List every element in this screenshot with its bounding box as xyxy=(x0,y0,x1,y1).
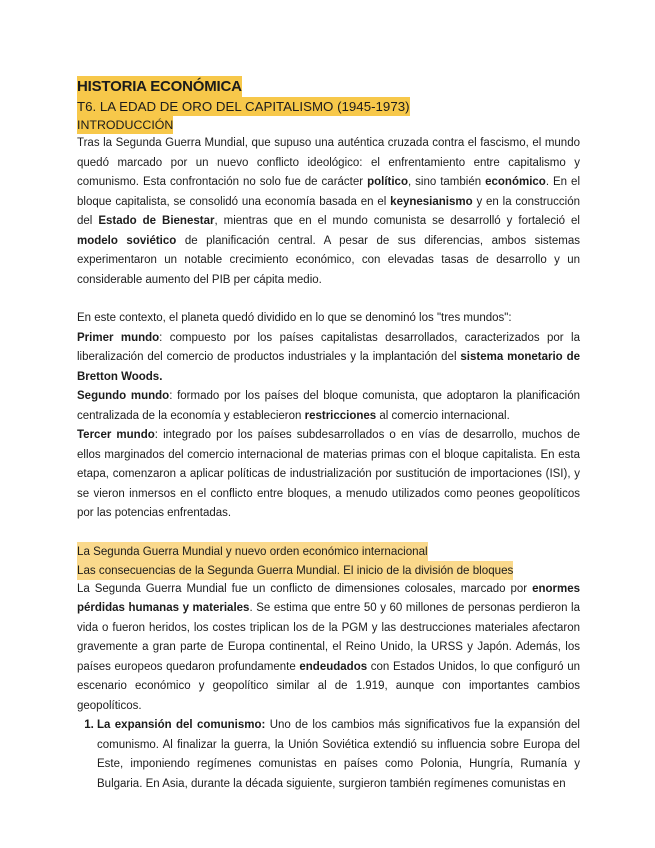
first-world-paragraph: Primer mundo: compuesto por los países capitalistas desarrollados, caracterizados por la liberalización del comercio de productos industriales y la implantación del sistema monetario de Bretton Woods. xyxy=(77,331,580,383)
intro-heading: INTRODUCCIÓN xyxy=(77,118,174,132)
intro-heading-line xyxy=(77,116,580,134)
subsection-heading: Las consecuencias de la Segunda Guerra Mundial. El inicio de la división de bloques xyxy=(77,561,513,580)
intro-paragraph: Tras la Segunda Guerra Mundial, que supuso una auténtica cruzada contra el fascismo, el mundo quedó marcado por un nuevo conflicto ideológico: el enfrentamiento entre capitalismo y comunismo. Esta confrontación no solo fue de carácter político, sino también económico. En el bloque capitalista, se consolidó una economía basada en el keynesianismo y en la construcción del Estado de Bienestar, mientras que en el mundo comunista se desarrolló y fortaleció el modelo soviético de planificación central. A pesar de sus diferencias, ambos sistemas experimentaron un notable crecimiento económico, con elevadas tasas de desarrollo y un considerable aumento del PIB per cápita medio. xyxy=(77,137,580,286)
third-world-paragraph: Tercer mundo: integrado por los países subdesarrollados o en vías de desarrollo, muchos de ellos marginados del comercio internacional de materias primas con el bloque capitalista. En esta etapa, comenzaron a aplicar políticas de industrialización por sustitución de importaciones (ISI), y se vieron inmersos en el conflicto entre bloques, a menudo utilizados como peones geopolíticos por las potencias enfrentadas. xyxy=(77,429,580,519)
section-heading: La Segunda Guerra Mundial y nuevo orden económico internacional xyxy=(77,542,428,561)
second-world-paragraph: Segundo mundo: formado por los países del bloque comunista, que adoptaron la planificación centralizada de la economía y establecieron restricciones al comercio internacional. xyxy=(77,390,580,422)
spacer xyxy=(77,290,580,309)
title-line xyxy=(77,76,580,97)
chapter-heading: T6. LA EDAD DE ORO DEL CAPITALISMO (1945-1973) xyxy=(77,99,410,114)
consequences-list xyxy=(77,716,580,794)
subsection-heading-line xyxy=(77,561,580,580)
worlds-intro-paragraph: En este contexto, el planeta quedó dividido en lo que se denominó los "tres mundos": xyxy=(77,312,512,324)
ww2-paragraph: La Segunda Guerra Mundial fue un conflicto de dimensiones colosales, marcado por enormes pérdidas humanas y materiales. Se estima que entre 50 y 60 millones de personas perdieron la vida o fueron heridos, los costes triplican los de la PGM y las destrucciones materiales afectaron gravemente a gran parte de Europa continental, el Reino Unido, la URSS y Japón. Además, los países europeos quedaron profundamente endeudados con Estados Unidos, lo que configuró un escenario económico y geopolítico similar al de 1.919, aunque con importantes cambios geopolíticos. xyxy=(77,582,580,712)
spacer xyxy=(77,524,580,542)
list-item: 1. La expansión del comunismo: Uno de los cambios más significativos fue la expansión del comunismo. Al finalizar la guerra, la Unión Soviética extendió su influencia sobre Europa del Este, imponiendo regímenes comunistas en países como Polonia, Hungría, Rumanía y Bulgaria. En Asia, durante la década siguiente, surgieron también regímenes comunistas en xyxy=(97,716,580,794)
chapter-line xyxy=(77,97,580,116)
document-content xyxy=(77,76,580,794)
section-heading-line xyxy=(77,542,580,561)
document-title: HISTORIA ECONÓMICA xyxy=(77,78,242,95)
